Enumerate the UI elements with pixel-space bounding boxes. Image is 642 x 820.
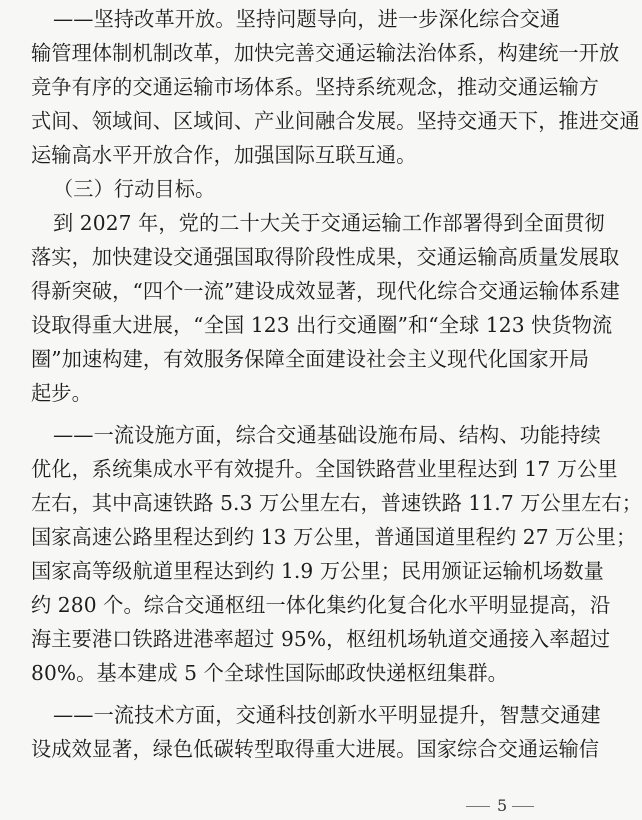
text-line-14: 优化，系统集成水平有效提升。全国铁路营业里程达到 17 万公里 <box>31 457 618 481</box>
text-line-2: 输管理体制机制改革，加快完善交通运输法治体系，构建统一开放 <box>31 41 620 65</box>
text-line-21: ——一流技术方面，交通科技创新水平明显提升，智慧交通建 <box>53 703 601 727</box>
text-line-10: 设取得重大进展，“全国 123 出行交通圈”和“全球 123 快货物流 <box>31 313 613 337</box>
page-number: 5 <box>497 796 508 815</box>
text-line-13: ——一流设施方面，综合交通基础设施布局、结构、功能持续 <box>53 423 601 447</box>
text-line-20: 80%。基本建成 5 个全球性国际邮政快递枢纽集群。 <box>31 661 508 685</box>
text-line-18: 约 280 个。综合交通枢纽一体化集约化复合化水平明显提高，沿 <box>31 593 611 617</box>
page-number-dash-right <box>512 806 534 807</box>
page-number-dash-left <box>466 806 490 807</box>
text-line-5: 运输高水平开放合作，加强国际互联互通。 <box>31 143 417 167</box>
section-heading: （三）行动目标。 <box>53 177 216 201</box>
text-line-7: 到 2027 年，党的二十大关于交通运输工作部署得到全面贯彻 <box>53 211 605 235</box>
text-line-11: 圈”加速构建，有效服务保障全面建设社会主义现代化国家开局 <box>31 347 590 371</box>
text-line-1: ——坚持改革开放。坚持问题导向，进一步深化综合交通 <box>53 7 561 31</box>
text-line-16: 国家高速公路里程达到约 13 万公里，普通国道里程约 27 万公里； <box>31 525 637 549</box>
text-line-4: 式间、领域间、区域间、产业间融合发展。坚持交通天下，推进交通 <box>31 109 640 133</box>
text-line-22: 设成效显著，绿色低碳转型取得重大进展。国家综合交通运输信 <box>31 737 600 761</box>
text-line-9: 得新突破，“四个一流”建设成效显著，现代化综合交通运输体系建 <box>31 279 620 303</box>
text-line-15: 左右，其中高速铁路 5.3 万公里左右，普速铁路 11.7 万公里左右； <box>31 491 642 515</box>
text-line-19: 海主要港口铁路进港率超过 95%，枢纽机场轨道交通接入率超过 <box>31 627 611 651</box>
text-line-8: 落实，加快建设交通强国取得阶段性成果，交通运输高质量发展取 <box>31 245 620 269</box>
text-line-12: 起步。 <box>31 381 92 405</box>
text-line-17: 国家高等级航道里程达到约 1.9 万公里；民用颁证运输机场数量 <box>31 559 604 583</box>
text-line-3: 竞争有序的交通运输市场体系。坚持系统观念，推动交通运输方 <box>31 75 600 99</box>
